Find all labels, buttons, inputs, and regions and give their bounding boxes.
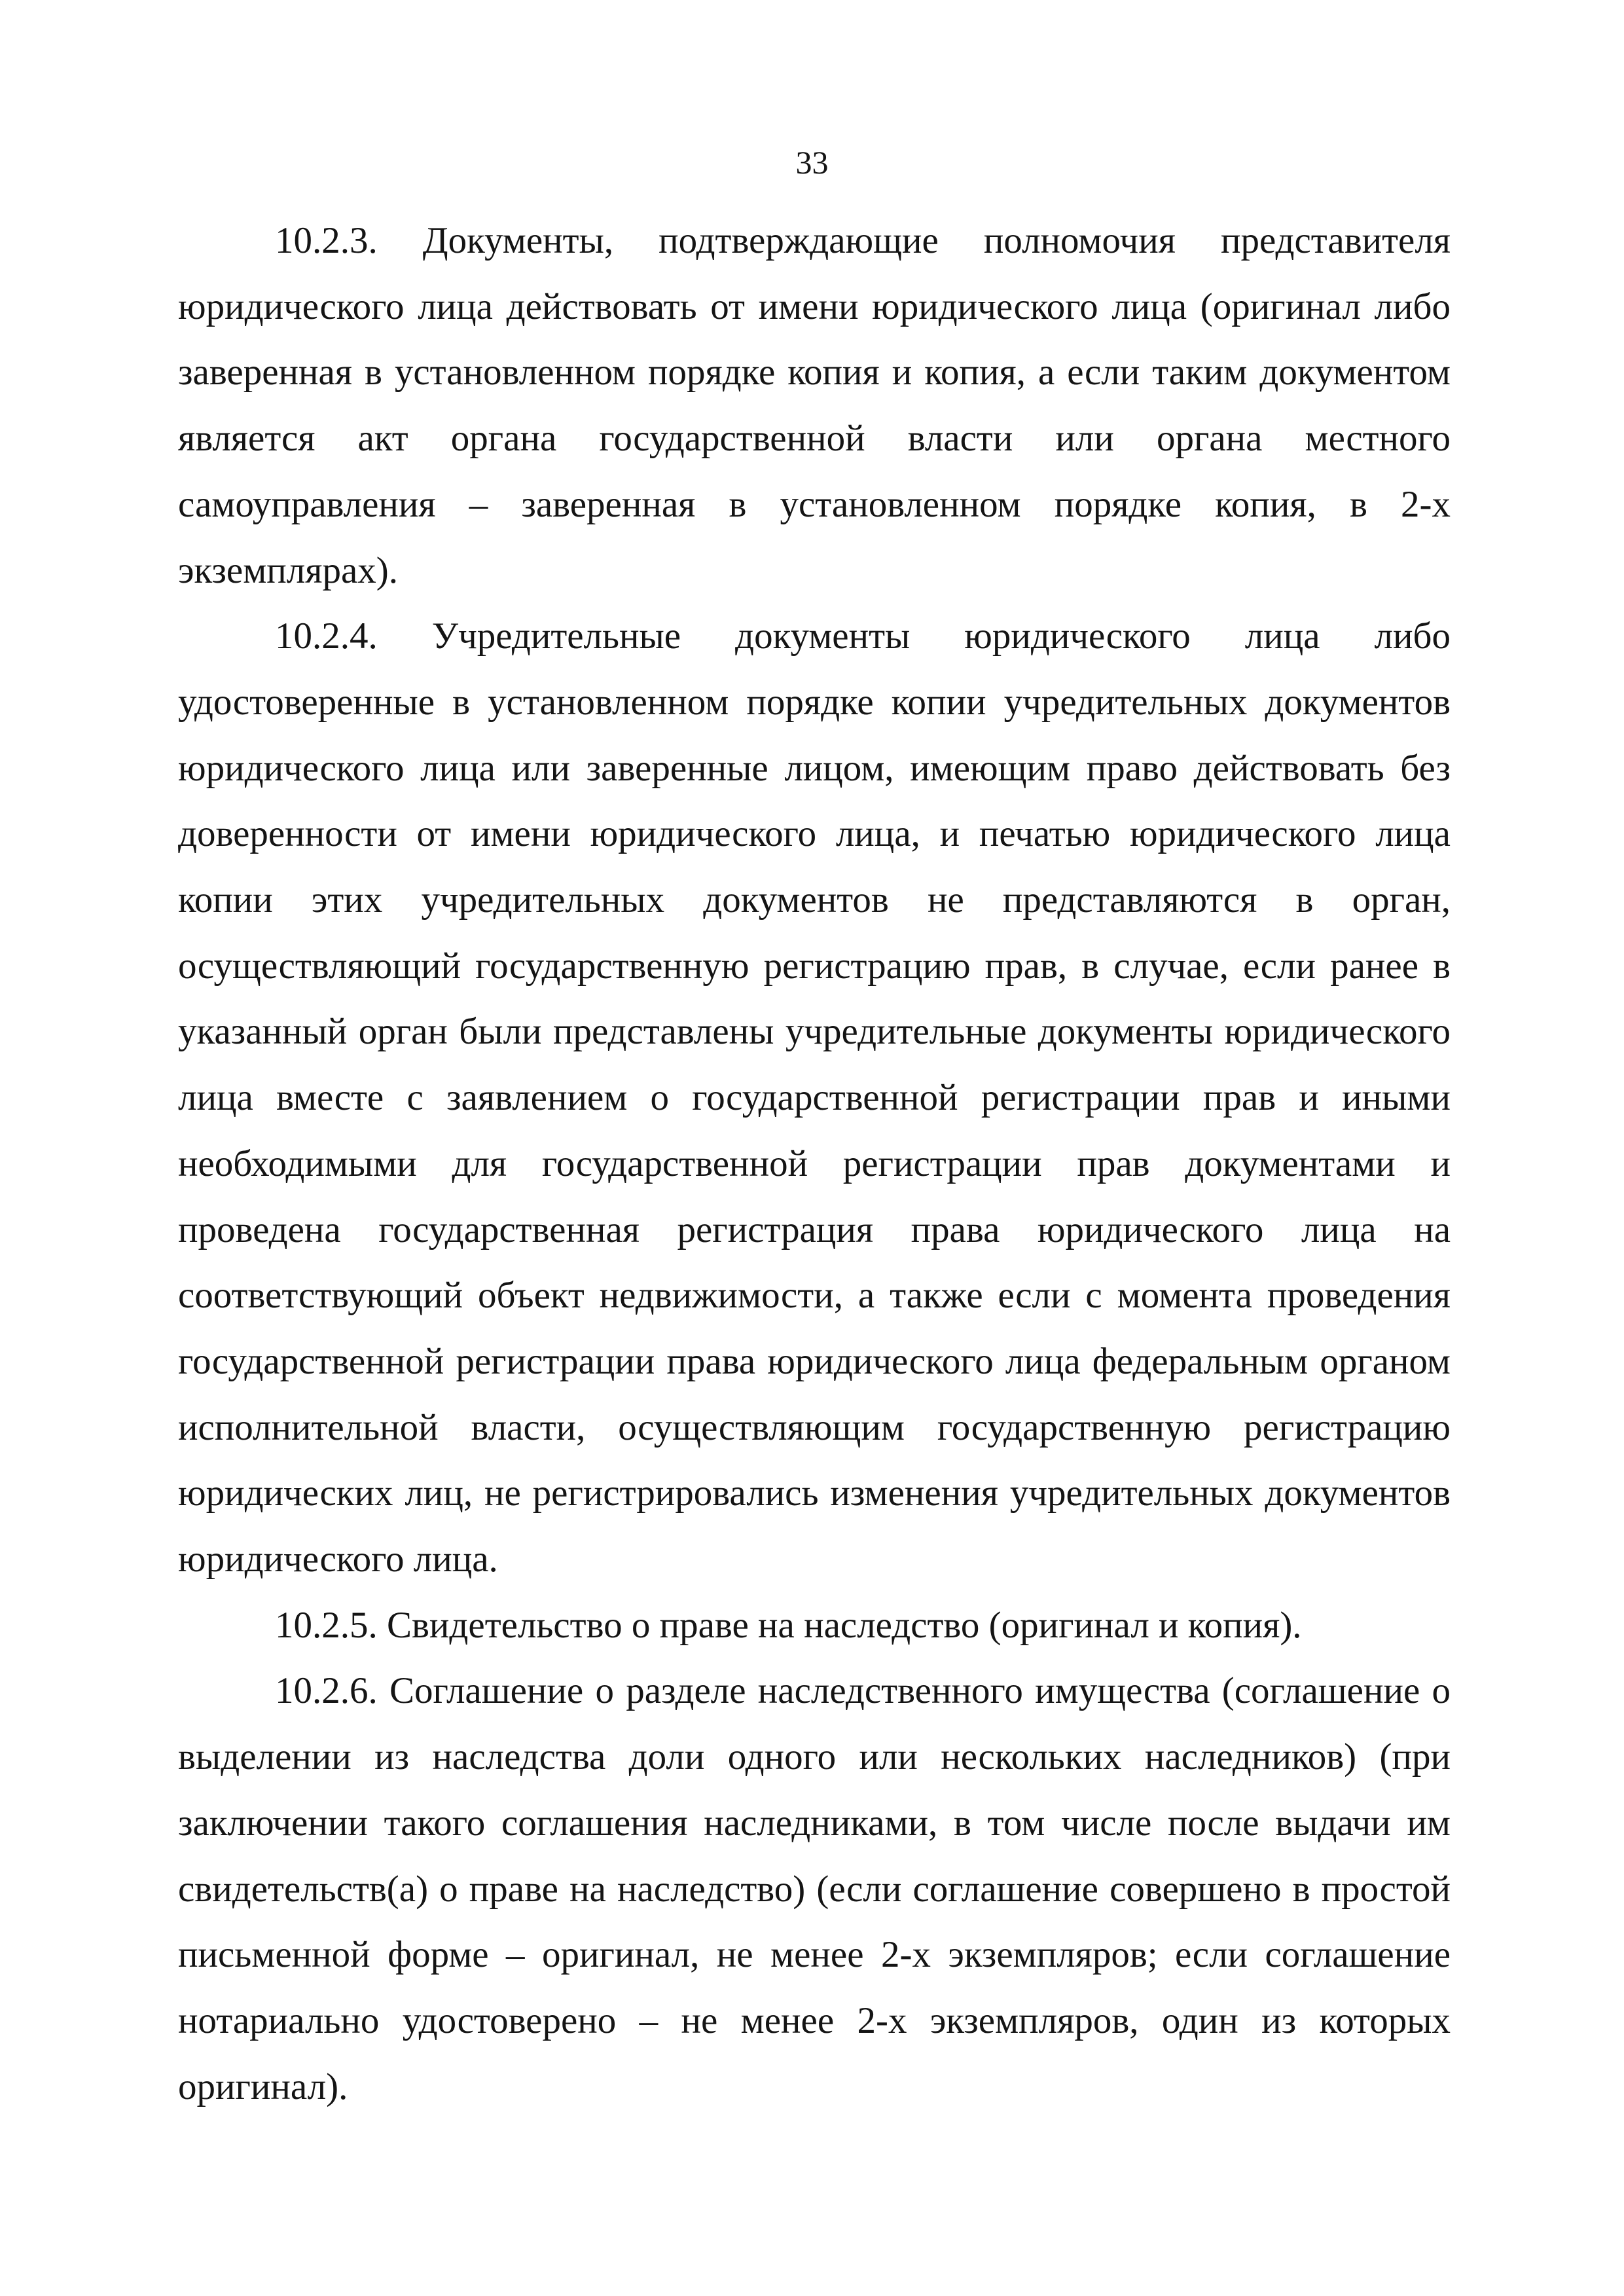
paragraph-10-2-6: 10.2.6. Соглашение о разделе наследственного имущества (соглашение о выделении из наследства доли одного или нескольких наследников) (при заключении такого соглашения наследниками, в том числе после выдачи им свидетельств(а) о праве на наследство) (если соглашение совершено в простой письменной форме – оригинал, не менее 2-х экземпляров; если соглашение нотариально удостоверено – не менее 2-х экземпляров, один из которых оригинал). (178, 1670, 1451, 2107)
paragraph-10-2-5: 10.2.5. Свидетельство о праве на наследство (оригинал и копия). (275, 1604, 1302, 1646)
paragraph-10-2-4: 10.2.4. Учредительные документы юридического лица либо удостоверенные в установленном порядке копии учредительных документов юридического лица или заверенные лицом, имеющим право действовать без доверенности от имени юридического лица, и печатью юридического лица копии этих учредительных документов не представляются в орган, осуществляющий государственную регистрацию прав, в случае, если ранее в указанный орган были представлены учредительные документы юридического лица вместе с заявлением о государственной регистрации прав и иными необходимыми для государственной регистрации прав документами и проведена государственная регистрация права юридического лица на соответствующий объект недвижимости, а также если с момента проведения государственной регистрации права юридического лица федеральным органом исполнительной власти, осуществляющим государственную регистрацию юридических лиц, не регистрировались изменения учредительных документов юридического лица. (178, 615, 1451, 1580)
document-body (178, 208, 1451, 2120)
page-number: 33 (795, 144, 829, 181)
paragraph-10-2-3: 10.2.3. Документы, подтверждающие полномочия представителя юридического лица действовать от имени юридического лица (оригинал либо заверенная в установленном порядке копия и копия, а если таким документом является акт органа государственной власти или органа местного самоуправления – заверенная в установленном порядке копия, в 2-х экземплярах). (178, 220, 1451, 591)
